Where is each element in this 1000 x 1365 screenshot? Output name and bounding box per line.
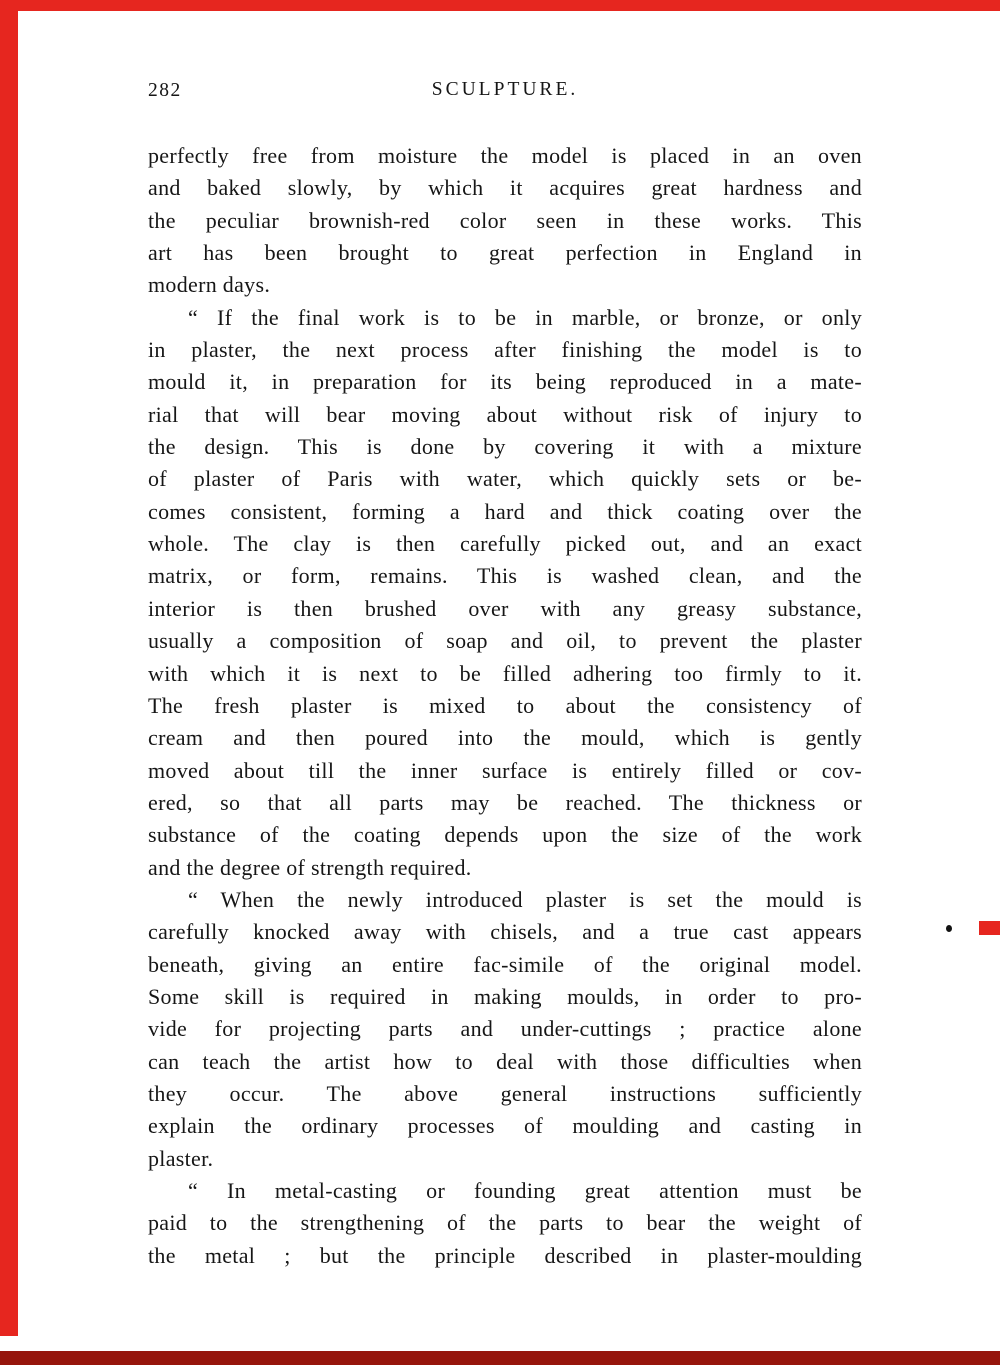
left-edge-red-strip [0, 0, 18, 1336]
text-line: in plaster, the next process after finishing the model is to [148, 337, 862, 363]
text-line: paid to the strengthening of the parts to bear the weight of [148, 1210, 862, 1236]
text-line: they occur. The above general instructions sufficiently [148, 1080, 862, 1106]
text-line: art has been brought to great perfection in England in [148, 240, 862, 266]
text-line: explain the ordinary processes of moulding and casting in [148, 1113, 862, 1139]
text-line: rial that will bear moving about without risk of injury to [148, 401, 862, 427]
text-line: carefully knocked away with chisels, and a true cast appears [148, 919, 862, 945]
text-line: perfectly free from moisture the model is placed in an oven [148, 143, 862, 168]
text-line: Some skill is required in making moulds, in order to pro- [148, 983, 862, 1009]
text-line: interior is then brushed over with any greasy substance, [148, 595, 862, 621]
text-line: and baked slowly, by which it acquires great hardness and [148, 175, 862, 201]
text-line: vide for projecting parts and under-cuttings ; practice alone [148, 1016, 862, 1042]
text-line: with which it is next to be filled adhering too firmly to it. [148, 660, 862, 686]
text-line: and the degree of strength required. [148, 854, 472, 880]
text-line: plaster. [148, 1145, 214, 1171]
page-header [148, 79, 862, 105]
text-line: of plaster of Paris with water, which quickly sets or be- [148, 466, 862, 492]
text-line: usually a composition of soap and oil, to prevent the plaster [148, 628, 862, 654]
text-line: cream and then poured into the mould, which is gently [148, 725, 862, 751]
text-line: the peculiar brownish-red color seen in these works. This [148, 207, 862, 233]
body-text [148, 140, 862, 1272]
text-line: “ In metal-casting or founding great attention must be [188, 1178, 862, 1203]
text-line: modern days. [148, 272, 271, 298]
text-line: whole. The clay is then carefully picked out, and an exact [148, 531, 862, 557]
text-line: comes consistent, forming a hard and thick coating over the [148, 498, 862, 524]
text-line: The fresh plaster is mixed to about the consistency of [148, 692, 862, 718]
text-line: can teach the artist how to deal with those difficulties when [148, 1048, 862, 1074]
text-line: “ When the newly introduced plaster is set the mould is [188, 886, 862, 912]
text-line: “ If the final work is to be in marble, or bronze, or only [188, 304, 862, 330]
text-line: the design. This is done by covering it with a mixture [148, 434, 862, 460]
running-title: SCULPTURE. [431, 79, 579, 100]
bottom-edge-red-strip [0, 1351, 1000, 1365]
right-edge-red-mark [979, 921, 1000, 935]
text-line: beneath, giving an entire fac-simile of the original model. [148, 951, 862, 977]
text-line: mould it, in preparation for its being reproduced in a mate- [148, 369, 862, 395]
page-number: 282 [148, 80, 182, 101]
text-line: substance of the coating depends upon the size of the work [148, 822, 862, 848]
text-line: ered, so that all parts may be reached. The thickness or [148, 789, 862, 815]
text-line: matrix, or form, remains. This is washed clean, and the [148, 563, 862, 589]
stray-ink-dot [946, 925, 952, 932]
text-line: the metal ; but the principle described in plaster-moulding [148, 1242, 862, 1268]
top-edge-red-strip [0, 0, 1000, 11]
text-line: moved about till the inner surface is entirely filled or cov- [148, 757, 862, 783]
